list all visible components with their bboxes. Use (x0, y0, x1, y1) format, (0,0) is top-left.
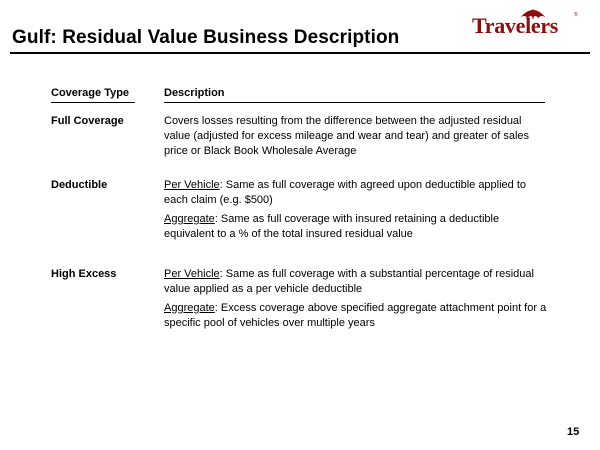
description-text: : Same as full coverage with a substantial percentage of residual value applied as a per vehicle deductible (164, 268, 534, 295)
coverage-type-header: Coverage Type (51, 87, 130, 99)
coverage-label-high-excess: High Excess (51, 268, 117, 280)
term-label: Per Vehicle (164, 268, 220, 280)
logo-trademark: ® (574, 12, 578, 18)
travelers-logo (466, 3, 586, 53)
description-deductible-per-vehicle (164, 178, 549, 208)
description-text: : Same as full coverage with insured retaining a deductible equivalent to a % of the total insured residual value (164, 213, 500, 240)
term-label: Aggregate (164, 213, 215, 225)
description-text: : Excess coverage above specified aggregate attachment point for a specific pool of vehicles over multiple years (164, 302, 547, 329)
description-header-rule (164, 102, 545, 103)
coverage-label-deductible: Deductible (51, 179, 108, 191)
term-label: Aggregate (164, 302, 215, 314)
description-high-excess-aggregate (164, 301, 549, 331)
description-full-coverage (164, 114, 549, 159)
description-text: Covers losses resulting from the difference between the adjusted residual value (adjusted for excess mileage and wear and tear) and greater of sales price or Black Book Wholesale Average (164, 115, 530, 157)
description-header: Description (164, 87, 225, 99)
description-high-excess-per-vehicle (164, 267, 549, 297)
description-text: : Same as full coverage with agreed upon deductible applied to each claim (e.g. $500) (164, 179, 527, 206)
coverage-label-full: Full Coverage (51, 115, 124, 127)
coverage-header-rule (51, 102, 135, 103)
description-deductible-aggregate (164, 212, 549, 242)
page-number: 15 (567, 426, 580, 438)
term-label: Per Vehicle (164, 179, 220, 191)
slide-title: Gulf: Residual Value Business Description (12, 27, 400, 48)
logo-wordmark: Travelers (472, 13, 559, 38)
